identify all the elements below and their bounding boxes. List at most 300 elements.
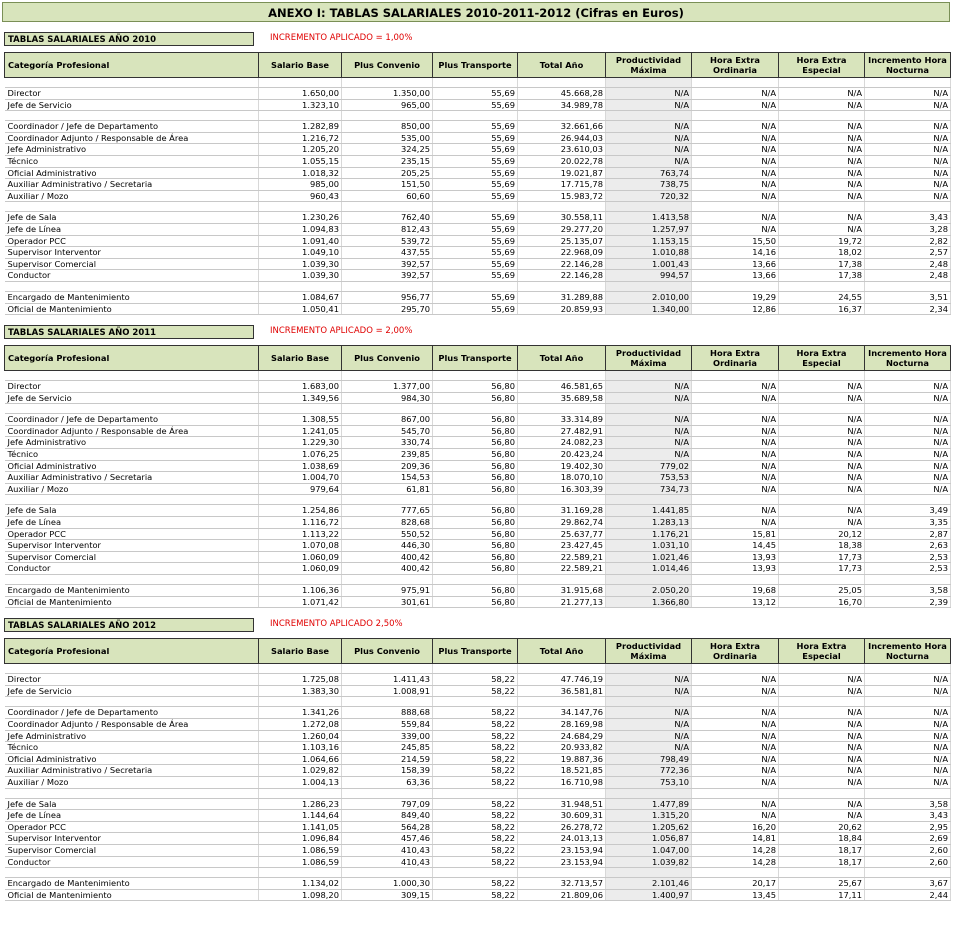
value-cell: 15,50 (692, 235, 779, 247)
value-cell: 17,38 (779, 270, 865, 282)
value-cell: 539,72 (342, 235, 433, 247)
value-cell: 55,69 (433, 247, 518, 259)
value-cell: 1.134,02 (259, 878, 342, 890)
salary-table (4, 345, 951, 608)
table-row (5, 155, 951, 167)
table-row (5, 167, 951, 179)
column-header: Incremento Hora Nocturna (865, 346, 951, 371)
value-cell: 301,61 (342, 596, 433, 608)
value-cell: N/A (692, 414, 779, 426)
category-cell: Auxiliar / Mozo (5, 483, 259, 495)
value-cell: N/A (779, 810, 865, 822)
value-cell: 22.146,28 (518, 270, 606, 282)
value-cell: 32.713,57 (518, 878, 606, 890)
value-cell: 58,22 (433, 707, 518, 719)
value-cell: N/A (606, 88, 692, 100)
value-cell: 956,77 (342, 291, 433, 303)
value-cell: 60,60 (342, 190, 433, 202)
value-cell: 46.581,65 (518, 381, 606, 393)
category-cell: Supervisor Interventor (5, 540, 259, 552)
table-row (5, 303, 951, 315)
category-cell: Jefe Administrativo (5, 144, 259, 156)
value-cell: 2,53 (865, 551, 951, 563)
salary-table (4, 52, 951, 315)
value-cell: N/A (606, 381, 692, 393)
value-cell: 55,69 (433, 179, 518, 191)
value-cell: N/A (692, 776, 779, 788)
value-cell: 1.229,30 (259, 437, 342, 449)
value-cell: 56,80 (433, 437, 518, 449)
value-cell: 34.989,78 (518, 99, 606, 111)
value-cell: 828,68 (342, 517, 433, 529)
column-header: Productividad Máxima (606, 53, 692, 78)
value-cell: 1.257,97 (606, 223, 692, 235)
value-cell: 19,68 (692, 585, 779, 597)
value-cell: N/A (779, 449, 865, 461)
value-cell: 1.008,91 (342, 685, 433, 697)
column-header: Categoría Profesional (5, 53, 259, 78)
value-cell: 3,51 (865, 291, 951, 303)
value-cell: N/A (692, 437, 779, 449)
value-cell: N/A (779, 132, 865, 144)
value-cell: N/A (865, 718, 951, 730)
value-cell: 55,69 (433, 144, 518, 156)
value-cell: N/A (692, 132, 779, 144)
value-cell: N/A (865, 730, 951, 742)
value-cell: 55,69 (433, 155, 518, 167)
category-cell: Encargado de Mantenimiento (5, 585, 259, 597)
value-cell: 18,84 (779, 833, 865, 845)
value-cell: 1.341,26 (259, 707, 342, 719)
value-cell: N/A (865, 765, 951, 777)
category-cell: Conductor (5, 270, 259, 282)
category-cell: Jefe de Servicio (5, 99, 259, 111)
value-cell: 1.014,46 (606, 563, 692, 575)
value-cell: 1.176,21 (606, 528, 692, 540)
value-cell: 3,58 (865, 798, 951, 810)
value-cell: N/A (865, 132, 951, 144)
column-header: Categoría Profesional (5, 346, 259, 371)
value-cell: 36.581,81 (518, 685, 606, 697)
value-cell: N/A (692, 753, 779, 765)
value-cell: 18,17 (779, 856, 865, 868)
header-row (5, 53, 951, 78)
column-header: Productividad Máxima (606, 346, 692, 371)
value-cell: N/A (606, 132, 692, 144)
value-cell: 3,43 (865, 212, 951, 224)
value-cell: N/A (779, 223, 865, 235)
category-cell: Auxiliar Administrativo / Secretaria (5, 765, 259, 777)
value-cell: 17,38 (779, 258, 865, 270)
table-row (5, 585, 951, 597)
table-row (5, 810, 951, 822)
column-header: Salario Base (259, 639, 342, 664)
value-cell: 15,81 (692, 528, 779, 540)
value-cell: 12,86 (692, 303, 779, 315)
column-header: Plus Convenio (342, 346, 433, 371)
value-cell: 23.153,94 (518, 856, 606, 868)
category-cell: Coordinador Adjunto / Responsable de Área (5, 425, 259, 437)
value-cell: 55,69 (433, 212, 518, 224)
value-cell: 20,17 (692, 878, 779, 890)
value-cell: 2,69 (865, 833, 951, 845)
value-cell: 56,80 (433, 505, 518, 517)
value-cell: N/A (779, 798, 865, 810)
value-cell: 56,80 (433, 585, 518, 597)
value-cell: 19.402,30 (518, 460, 606, 472)
table-row (5, 505, 951, 517)
value-cell: N/A (606, 425, 692, 437)
value-cell: N/A (865, 483, 951, 495)
value-cell: N/A (779, 505, 865, 517)
value-cell: 13,66 (692, 258, 779, 270)
value-cell: 23.610,03 (518, 144, 606, 156)
value-cell: 772,36 (606, 765, 692, 777)
value-cell: 1.377,00 (342, 381, 433, 393)
value-cell: 58,22 (433, 878, 518, 890)
value-cell: N/A (606, 449, 692, 461)
table-row (5, 425, 951, 437)
table-row (5, 99, 951, 111)
value-cell: 720,32 (606, 190, 692, 202)
value-cell: 1.205,20 (259, 144, 342, 156)
value-cell: 1.029,82 (259, 765, 342, 777)
value-cell: N/A (692, 765, 779, 777)
value-cell: 56,80 (433, 596, 518, 608)
value-cell: N/A (692, 223, 779, 235)
value-cell: 31.289,88 (518, 291, 606, 303)
column-header: Hora Extra Ordinaria (692, 346, 779, 371)
category-cell: Auxiliar Administrativo / Secretaria (5, 472, 259, 484)
value-cell: 56,80 (433, 392, 518, 404)
value-cell: 753,10 (606, 776, 692, 788)
value-cell: 324,25 (342, 144, 433, 156)
value-cell: N/A (779, 121, 865, 133)
value-cell: 55,69 (433, 132, 518, 144)
value-cell: 33.314,89 (518, 414, 606, 426)
value-cell: 55,69 (433, 291, 518, 303)
value-cell: N/A (606, 437, 692, 449)
value-cell: 979,64 (259, 483, 342, 495)
table-row (5, 121, 951, 133)
value-cell: N/A (692, 392, 779, 404)
value-cell: 1.086,59 (259, 856, 342, 868)
value-cell: N/A (779, 776, 865, 788)
value-cell: 1.230,26 (259, 212, 342, 224)
spacer-row (5, 111, 951, 121)
value-cell: 2,60 (865, 844, 951, 856)
value-cell: 55,69 (433, 88, 518, 100)
value-cell: 20.423,24 (518, 449, 606, 461)
category-cell: Jefe Administrativo (5, 730, 259, 742)
value-cell: 1.086,59 (259, 844, 342, 856)
value-cell: 29.862,74 (518, 517, 606, 529)
table-row (5, 878, 951, 890)
value-cell: N/A (865, 190, 951, 202)
value-cell: 18.070,10 (518, 472, 606, 484)
spacer-row (5, 202, 951, 212)
value-cell: N/A (865, 144, 951, 156)
value-cell: 2.010,00 (606, 291, 692, 303)
table-row (5, 889, 951, 901)
value-cell: 56,80 (433, 483, 518, 495)
value-cell: 985,00 (259, 179, 342, 191)
value-cell: 1.018,32 (259, 167, 342, 179)
table-row (5, 179, 951, 191)
value-cell: 3,35 (865, 517, 951, 529)
value-cell: 888,68 (342, 707, 433, 719)
value-cell: 32.661,66 (518, 121, 606, 133)
value-cell: N/A (865, 167, 951, 179)
value-cell: N/A (692, 167, 779, 179)
table-row (5, 212, 951, 224)
value-cell: 14,28 (692, 844, 779, 856)
value-cell: 58,22 (433, 798, 518, 810)
value-cell: 763,74 (606, 167, 692, 179)
value-cell: 58,22 (433, 765, 518, 777)
category-cell: Jefe Administrativo (5, 437, 259, 449)
value-cell: 1.113,22 (259, 528, 342, 540)
category-cell: Supervisor Interventor (5, 833, 259, 845)
spacer-row (5, 371, 951, 381)
spacer-row (5, 404, 951, 414)
value-cell: 1.103,16 (259, 742, 342, 754)
value-cell: 56,80 (433, 563, 518, 575)
value-cell: 457,46 (342, 833, 433, 845)
value-cell: N/A (692, 730, 779, 742)
value-cell: 734,73 (606, 483, 692, 495)
table-row (5, 765, 951, 777)
value-cell: 1.216,72 (259, 132, 342, 144)
value-cell: N/A (779, 99, 865, 111)
value-cell: 30.558,11 (518, 212, 606, 224)
section-label: TABLAS SALARIALES AÑO 2010 (4, 32, 254, 46)
value-cell: 1.076,25 (259, 449, 342, 461)
category-cell: Supervisor Comercial (5, 551, 259, 563)
value-cell: 1.050,41 (259, 303, 342, 315)
category-cell: Técnico (5, 449, 259, 461)
value-cell: 205,25 (342, 167, 433, 179)
value-cell: 1.004,70 (259, 472, 342, 484)
value-cell: 239,85 (342, 449, 433, 461)
value-cell: 55,69 (433, 99, 518, 111)
value-cell: 1.060,09 (259, 563, 342, 575)
value-cell: N/A (779, 730, 865, 742)
category-cell: Coordinador / Jefe de Departamento (5, 121, 259, 133)
value-cell: 21.277,13 (518, 596, 606, 608)
table-row (5, 517, 951, 529)
value-cell: N/A (779, 392, 865, 404)
value-cell: 1.153,15 (606, 235, 692, 247)
value-cell: N/A (779, 437, 865, 449)
category-cell: Conductor (5, 856, 259, 868)
category-cell: Operador PCC (5, 528, 259, 540)
column-header: Total Año (518, 639, 606, 664)
value-cell: 20,12 (779, 528, 865, 540)
value-cell: 58,22 (433, 730, 518, 742)
value-cell: 154,53 (342, 472, 433, 484)
value-cell: 21.809,06 (518, 889, 606, 901)
value-cell: 24.082,23 (518, 437, 606, 449)
value-cell: 3,67 (865, 878, 951, 890)
value-cell: N/A (692, 505, 779, 517)
table-row (5, 460, 951, 472)
category-cell: Director (5, 381, 259, 393)
value-cell: N/A (779, 674, 865, 686)
value-cell: N/A (692, 483, 779, 495)
category-cell: Jefe de Sala (5, 798, 259, 810)
category-cell: Coordinador / Jefe de Departamento (5, 414, 259, 426)
value-cell: 56,80 (433, 472, 518, 484)
value-cell: 295,70 (342, 303, 433, 315)
value-cell: 1.000,30 (342, 878, 433, 890)
value-cell: 58,22 (433, 810, 518, 822)
value-cell: 56,80 (433, 381, 518, 393)
value-cell: 1.096,84 (259, 833, 342, 845)
value-cell: 1.340,00 (606, 303, 692, 315)
category-cell: Técnico (5, 742, 259, 754)
table-row (5, 414, 951, 426)
value-cell: N/A (606, 730, 692, 742)
value-cell: 1.725,08 (259, 674, 342, 686)
table-row (5, 88, 951, 100)
value-cell: 960,43 (259, 190, 342, 202)
value-cell: 1.254,86 (259, 505, 342, 517)
value-cell: 55,69 (433, 303, 518, 315)
value-cell: 1.383,30 (259, 685, 342, 697)
value-cell: 30.609,31 (518, 810, 606, 822)
table-row (5, 235, 951, 247)
value-cell: 779,02 (606, 460, 692, 472)
value-cell: 13,93 (692, 551, 779, 563)
value-cell: 339,00 (342, 730, 433, 742)
value-cell: 1.049,10 (259, 247, 342, 259)
value-cell: 55,69 (433, 223, 518, 235)
value-cell: 1.098,20 (259, 889, 342, 901)
category-cell: Oficial de Mantenimiento (5, 889, 259, 901)
value-cell: 1.010,88 (606, 247, 692, 259)
value-cell: 984,30 (342, 392, 433, 404)
column-header: Plus Convenio (342, 53, 433, 78)
table-row (5, 381, 951, 393)
category-cell: Conductor (5, 563, 259, 575)
value-cell: 1.650,00 (259, 88, 342, 100)
value-cell: N/A (779, 742, 865, 754)
salary-section (2, 324, 950, 608)
value-cell: N/A (692, 121, 779, 133)
value-cell: 2,53 (865, 563, 951, 575)
value-cell: 446,30 (342, 540, 433, 552)
value-cell: N/A (606, 674, 692, 686)
value-cell: 738,75 (606, 179, 692, 191)
value-cell: 56,80 (433, 528, 518, 540)
value-cell: N/A (779, 212, 865, 224)
value-cell: 559,84 (342, 718, 433, 730)
value-cell: N/A (865, 88, 951, 100)
value-cell: 209,36 (342, 460, 433, 472)
category-cell: Jefe de Servicio (5, 685, 259, 697)
value-cell: 2,87 (865, 528, 951, 540)
category-cell: Oficial de Mantenimiento (5, 303, 259, 315)
category-cell: Auxiliar / Mozo (5, 776, 259, 788)
table-row (5, 190, 951, 202)
value-cell: 2,60 (865, 856, 951, 868)
value-cell: 17,11 (779, 889, 865, 901)
value-cell: 20,62 (779, 821, 865, 833)
value-cell: 2,82 (865, 235, 951, 247)
value-cell: 2,57 (865, 247, 951, 259)
category-cell: Supervisor Interventor (5, 247, 259, 259)
value-cell: N/A (606, 718, 692, 730)
column-header: Total Año (518, 346, 606, 371)
value-cell: 564,28 (342, 821, 433, 833)
value-cell: 1.283,13 (606, 517, 692, 529)
category-cell: Coordinador Adjunto / Responsable de Área (5, 132, 259, 144)
value-cell: N/A (865, 425, 951, 437)
value-cell: N/A (692, 674, 779, 686)
value-cell: N/A (692, 517, 779, 529)
value-cell: 309,15 (342, 889, 433, 901)
value-cell: 1.001,43 (606, 258, 692, 270)
value-cell: 151,50 (342, 179, 433, 191)
value-cell: 1.411,43 (342, 674, 433, 686)
value-cell: 1.286,23 (259, 798, 342, 810)
header-row (5, 639, 951, 664)
value-cell: 63,36 (342, 776, 433, 788)
value-cell: 994,57 (606, 270, 692, 282)
value-cell: 19,72 (779, 235, 865, 247)
value-cell: N/A (779, 483, 865, 495)
value-cell: 55,69 (433, 121, 518, 133)
value-cell: N/A (606, 414, 692, 426)
value-cell: N/A (865, 381, 951, 393)
header-row (5, 346, 951, 371)
value-cell: N/A (692, 381, 779, 393)
value-cell: 16,20 (692, 821, 779, 833)
value-cell: 26.944,03 (518, 132, 606, 144)
value-cell: 1.441,85 (606, 505, 692, 517)
value-cell: N/A (606, 99, 692, 111)
table-row (5, 472, 951, 484)
value-cell: N/A (779, 718, 865, 730)
value-cell: N/A (692, 190, 779, 202)
value-cell: 797,09 (342, 798, 433, 810)
value-cell: 17.715,78 (518, 179, 606, 191)
spacer-row (5, 697, 951, 707)
value-cell: 1.070,08 (259, 540, 342, 552)
value-cell: 1.400,97 (606, 889, 692, 901)
category-cell: Operador PCC (5, 821, 259, 833)
value-cell: 25.637,77 (518, 528, 606, 540)
value-cell: 58,22 (433, 776, 518, 788)
value-cell: 1.064,66 (259, 753, 342, 765)
value-cell: 56,80 (433, 551, 518, 563)
table-row (5, 844, 951, 856)
value-cell: 1.038,69 (259, 460, 342, 472)
value-cell: 3,28 (865, 223, 951, 235)
value-cell: N/A (865, 460, 951, 472)
value-cell: 58,22 (433, 742, 518, 754)
value-cell: N/A (692, 707, 779, 719)
value-cell: 1.047,00 (606, 844, 692, 856)
value-cell: 1.141,05 (259, 821, 342, 833)
table-row (5, 798, 951, 810)
category-cell: Jefe de Línea (5, 223, 259, 235)
spacer-row (5, 575, 951, 585)
table-row (5, 596, 951, 608)
value-cell: 47.746,19 (518, 674, 606, 686)
column-header: Productividad Máxima (606, 639, 692, 664)
